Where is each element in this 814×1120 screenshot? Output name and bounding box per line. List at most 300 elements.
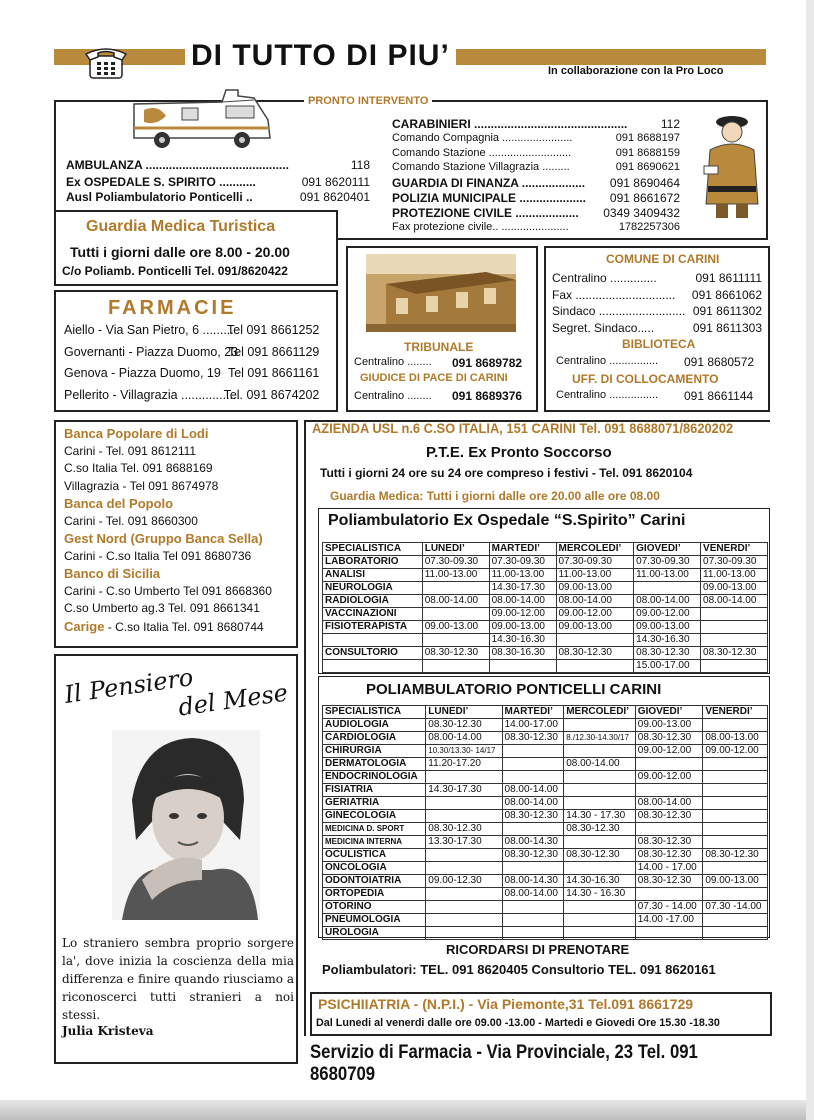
banca-line: - C.so Italia Tel. 091 8680744 [104, 619, 264, 634]
schedule-cell: 08.30-12.30 [422, 647, 489, 660]
comune-value: 091 8611303 [692, 320, 762, 335]
schedule-cell [703, 888, 768, 901]
schedule-cell: 09.00-13.00 [556, 582, 634, 595]
comune-row [552, 321, 762, 335]
banca-title: Banco di Sicilia [64, 566, 161, 581]
schedule-cell [556, 634, 634, 647]
schedule-cell: 08.30-12.30 [635, 732, 703, 745]
table-row [323, 836, 768, 849]
psichiatria-line: Dal Lunedi al venerdi dalle ore 09.00 -13.00 - Martedi e Giovedi Ore 15.30 -18.30 [316, 1017, 720, 1029]
table-row [323, 732, 768, 745]
pronto-right-row [392, 161, 680, 173]
schedule-cell: 08.30-16.30 [489, 647, 556, 660]
pronto-right-row [392, 206, 680, 220]
schedule-cell: 09.00-12.00 [556, 608, 634, 621]
schedule-cell [426, 771, 502, 784]
specialty-cell: CONSULTORIO [323, 647, 423, 660]
schedule-cell: 09.00-12.00 [635, 771, 703, 784]
table-row [323, 849, 768, 862]
schedule-cell: 11.00-13.00 [422, 569, 489, 582]
specialty-cell [323, 634, 423, 647]
schedule-cell: 09.00-12.30 [426, 875, 502, 888]
table-row [323, 621, 768, 634]
comune-label: Sindaco .......................... [552, 304, 686, 318]
prenotare-title: RICORDARSI DI PRENOTARE [446, 942, 630, 957]
pronto-right-row [392, 132, 680, 144]
farmacie-title: FARMACIE [108, 297, 237, 319]
schedule-cell [703, 927, 768, 940]
collocamento-value: 091 8661144 [684, 389, 754, 403]
table-row [323, 927, 768, 940]
tribunale-centralino-value: 091 8689782 [452, 356, 523, 370]
pronto-right-value: 0349 3409432 [603, 205, 680, 220]
table-row [323, 660, 768, 673]
pronto-right-label: GUARDIA DI FINANZA ................... [392, 176, 586, 191]
schedule-cell: 08.30-12.30 [426, 719, 502, 732]
schedule-cell: 14.00 -17.00 [635, 914, 703, 927]
pronto-right-label: Comando Compagnia ....................... [392, 131, 573, 144]
table-header-cell: SPECIALISTICA [323, 706, 426, 719]
pronto-left-label: Ausl Poliambulatorio Ponticelli .. [66, 190, 253, 204]
banca-line: Villagrazia - Tel 091 8674978 [64, 478, 219, 493]
schedule-cell: 09.00-13.00 [701, 582, 768, 595]
page-subtitle: In collaborazione con la Pro Loco [548, 65, 724, 77]
giudice-centralino-value: 091 8689376 [452, 389, 523, 403]
pronto-right-label: Comando Stazione ........................... [392, 146, 572, 159]
schedule-cell: 11.00-13.00 [556, 569, 634, 582]
schedule-cell: 08.00-14.00 [502, 888, 564, 901]
guardia-turistica-title: Guardia Medica Turistica [86, 218, 276, 235]
pronto-left-value: 118 [350, 158, 370, 172]
psichiatria-title: PSICHIIATRIA - (N.P.I.) - Via Piemonte,31 Tel.091 8661729 [318, 996, 694, 1012]
schedule-cell: 07.30-09.30 [634, 556, 701, 569]
schedule-cell [564, 784, 636, 797]
schedule-cell: 07.30-09.30 [489, 556, 556, 569]
pronto-right-label: CARABINIERI .............................................. [392, 117, 628, 131]
schedule-cell [502, 771, 564, 784]
pronto-right-label: POLIZIA MUNICIPALE .................... [392, 191, 587, 205]
comune-row [552, 288, 762, 302]
specialty-cell: GERIATRIA [323, 797, 426, 810]
pronto-right-label: Comando Stazione Villagrazia ......... [392, 161, 570, 174]
farmacia-row [64, 344, 319, 359]
poli1-table [322, 542, 768, 673]
banca-line: Carini - Tel. 091 8660300 [64, 513, 198, 528]
schedule-cell: 08.30-12.30 [703, 849, 768, 862]
schedule-cell: 08.30-12.30 [426, 823, 502, 836]
table-row [323, 634, 768, 647]
pte-hours: Tutti i giorni 24 ore su 24 ore compreso i festivi - Tel. 091 8620104 [320, 466, 693, 480]
schedule-cell [703, 797, 768, 810]
kristeva-photo [112, 730, 260, 920]
schedule-cell: 14.30-16.30 [634, 634, 701, 647]
schedule-cell: 08.30-12.30 [564, 823, 636, 836]
schedule-cell: 08.00-14.00 [564, 758, 636, 771]
pronto-right-value: 112 [660, 117, 680, 131]
schedule-cell [426, 810, 502, 823]
specialty-cell: CHIRURGIA [323, 745, 426, 758]
banca-line: C.so Italia Tel. 091 8688169 [64, 461, 213, 475]
pronto-right-row [392, 176, 680, 190]
table-header-cell: MARTEDI’ [489, 543, 556, 556]
specialty-cell: CARDIOLOGIA [323, 732, 426, 745]
tribunale-building-image [366, 254, 516, 332]
schedule-cell [426, 927, 502, 940]
schedule-cell: 09.00-13.00 [703, 875, 768, 888]
specialty-cell: ODONTOIATRIA [323, 875, 426, 888]
schedule-cell [703, 862, 768, 875]
schedule-cell: 07.30-09.30 [422, 556, 489, 569]
pronto-left-row [66, 175, 370, 189]
farmacia-name: Governanti - Piazza Duomo, 23 [64, 343, 239, 359]
specialty-cell: OCULISTICA [323, 849, 426, 862]
schedule-cell [422, 634, 489, 647]
biblioteca-value: 091 8680572 [684, 355, 755, 369]
farmacia-tel: Tel 091 8661129 [227, 343, 320, 359]
biblioteca-label: Centralino ................ [556, 355, 659, 367]
pronto-left-value: 091 8620401 [299, 190, 370, 204]
pronto-right-row [392, 221, 680, 233]
schedule-cell: 09.00-13.00 [634, 621, 701, 634]
azienda-title: AZIENDA USL n.6 C.SO ITALIA, 151 CARINI Tel. 091 8688071/8620202 [312, 420, 734, 436]
table-header-row [323, 543, 768, 556]
table-row [323, 901, 768, 914]
table-row [323, 556, 768, 569]
table-header-cell: LUNEDI’ [426, 706, 502, 719]
pronto-right-label: PROTEZIONE CIVILE ................... [392, 205, 579, 220]
specialty-cell: LABORATORIO [323, 556, 423, 569]
table-row [323, 758, 768, 771]
table-header-cell: SPECIALISTICA [323, 543, 423, 556]
prenotare-line: Poliambulatori: TEL. 091 8620405 Consultorio TEL. 091 8620161 [322, 962, 716, 977]
pensiero-quote: Lo straniero sembra proprio sorgere la', dove inizia la coscienza della mia differenza e finire quando riusciamo a riconoscerci tutti stranieri a noi stessi. [62, 936, 294, 1022]
schedule-cell [502, 914, 564, 927]
schedule-cell [564, 862, 636, 875]
pronto-left-row [66, 190, 370, 204]
specialty-cell: GINECOLOGIA [323, 810, 426, 823]
tribunale-title: TRIBUNALE [404, 340, 474, 354]
table-row [323, 647, 768, 660]
schedule-cell: 14.00 - 17.00 [635, 862, 703, 875]
schedule-cell [422, 582, 489, 595]
schedule-cell: 08.00-14.00 [489, 595, 556, 608]
giudice-centralino-label: Centralino ........ [354, 390, 432, 402]
guardia-turistica-address: C/o Poliamb. Ponticelli Tel. 091/8620422 [62, 264, 288, 278]
farmacia-name: Pellerito - Villagrazia ................. [64, 386, 240, 402]
table-header-cell: MERCOLEDI’ [556, 543, 634, 556]
guardia-turistica-hours: Tutti i giorni dalle ore 8.00 - 20.00 [70, 244, 290, 260]
specialty-cell: MEDICINA D. SPORT [323, 823, 426, 836]
comune-title: COMUNE DI CARINI [606, 252, 720, 266]
schedule-cell: 08.00-13.00 [703, 732, 768, 745]
schedule-cell [703, 836, 768, 849]
table-row [323, 569, 768, 582]
schedule-cell: 14.30-16.30 [564, 875, 636, 888]
table-header-cell: LUNEDI’ [422, 543, 489, 556]
specialty-cell: ORTOPEDIA [323, 888, 426, 901]
schedule-cell: 08.00-14.00 [556, 595, 634, 608]
schedule-cell [426, 914, 502, 927]
schedule-cell: 10.30/13.30- 14/17 [426, 745, 502, 758]
collocamento-title: UFF. DI COLLOCAMENTO [572, 372, 719, 386]
schedule-cell: 11.00-13.00 [489, 569, 556, 582]
schedule-cell [502, 758, 564, 771]
table-row [323, 914, 768, 927]
table-row [323, 888, 768, 901]
schedule-cell: 08.30-12.30 [564, 849, 636, 862]
schedule-cell [634, 582, 701, 595]
pronto-right-value: 091 8690621 [615, 161, 680, 174]
table-header-cell: GIOVEDI’ [635, 706, 703, 719]
schedule-cell [635, 823, 703, 836]
schedule-cell: 07.30 - 14.00 [635, 901, 703, 914]
schedule-cell: 08.30-12.30 [635, 810, 703, 823]
schedule-cell [426, 901, 502, 914]
schedule-cell: 09.00-12.00 [489, 608, 556, 621]
table-header-cell: MERCOLEDI’ [564, 706, 636, 719]
schedule-cell: 11.00-13.00 [634, 569, 701, 582]
table-row [323, 875, 768, 888]
schedule-cell [703, 784, 768, 797]
comune-value: 091 8661062 [691, 287, 762, 302]
biblioteca-title: BIBLIOTECA [622, 337, 696, 351]
pronto-right-value: 091 8690464 [609, 176, 680, 191]
schedule-cell [564, 914, 636, 927]
schedule-cell: 07.30 -14.00 [703, 901, 768, 914]
pronto-right-value: 091 8661672 [609, 191, 680, 205]
poli2-table [322, 705, 768, 940]
specialty-cell: FISIATRIA [323, 784, 426, 797]
specialty-cell: FISIOTERAPISTA [323, 621, 423, 634]
schedule-cell: 08.30-12.30 [502, 732, 564, 745]
schedule-cell [426, 862, 502, 875]
schedule-cell [564, 836, 636, 849]
pronto-right-value: 091 8688197 [615, 131, 680, 144]
schedule-cell [564, 797, 636, 810]
schedule-cell: 09.00-13.00 [635, 719, 703, 732]
schedule-cell: 09.00-12.00 [635, 745, 703, 758]
farmacia-tel: Tel 091 8661252 [227, 322, 320, 337]
farmacia-tel: Tel. 091 8674202 [223, 386, 320, 402]
schedule-cell [703, 823, 768, 836]
page-bottom-edge [0, 1100, 814, 1120]
schedule-cell [502, 862, 564, 875]
specialty-cell: AUDIOLOGIA [323, 719, 426, 732]
table-row [323, 745, 768, 758]
banca-title: Banca Popolare di Lodi [64, 426, 209, 441]
pronto-left-value: 091 8620111 [301, 175, 370, 189]
giudice-title: GIUDICE DI PACE DI CARINI [360, 372, 508, 384]
schedule-cell [502, 927, 564, 940]
schedule-cell [635, 927, 703, 940]
schedule-cell: 11.20-17.20 [426, 758, 502, 771]
schedule-cell: 08.30-12.30 [635, 875, 703, 888]
table-row [323, 595, 768, 608]
schedule-cell [556, 660, 634, 673]
table-header-cell: VENERDI’ [703, 706, 768, 719]
pronto-right-row [392, 191, 680, 205]
specialty-cell: OTORINO [323, 901, 426, 914]
pronto-left-label: Ex OSPEDALE S. SPIRITO ........... [66, 175, 256, 189]
schedule-cell [426, 849, 502, 862]
schedule-cell: 14.30-16.30 [489, 634, 556, 647]
schedule-cell: 14.00-17.00 [502, 719, 564, 732]
schedule-cell [701, 621, 768, 634]
schedule-cell [422, 608, 489, 621]
banca-line: C.so Umberto ag.3 Tel. 091 8661341 [64, 601, 260, 615]
banca-title: Banca del Popolo [64, 496, 174, 511]
table-row [323, 582, 768, 595]
schedule-cell: 09.00-13.00 [489, 621, 556, 634]
pronto-right-row [392, 117, 680, 131]
schedule-cell: 08.00-14.00 [502, 797, 564, 810]
schedule-cell: 13.30-17.30 [426, 836, 502, 849]
schedule-cell: 08.00-14.00 [426, 732, 502, 745]
pronto-title: PRONTO INTERVENTO [304, 95, 432, 107]
schedule-cell: 08.00-14.00 [634, 595, 701, 608]
farmacia-row [64, 387, 319, 402]
pronto-right-label: Fax protezione civile.. ...................... [392, 220, 569, 233]
schedule-cell [422, 660, 489, 673]
specialty-cell: ANALISI [323, 569, 423, 582]
schedule-cell: 08.30-12.30 [634, 647, 701, 660]
table-row [323, 810, 768, 823]
tribunale-centralino-label: Centralino ........ [354, 356, 432, 368]
schedule-cell: 8./12.30-14.30/17 [564, 732, 636, 745]
table-header-row [323, 706, 768, 719]
schedule-cell [564, 745, 636, 758]
schedule-cell: 08.00-14.30 [502, 875, 564, 888]
phone-icon [84, 44, 128, 80]
banca-line: Carini - C.so Italia Tel 091 8680736 [64, 548, 252, 563]
schedule-cell: 08.30-12.30 [502, 810, 564, 823]
schedule-cell [703, 719, 768, 732]
specialty-cell: DERMATOLOGIA [323, 758, 426, 771]
guardia-medica-hours: Guardia Medica: Tutti i giorni dalle ore 20.00 alle ore 08.00 [330, 489, 660, 503]
schedule-cell: 08.30-12.30 [635, 849, 703, 862]
pensiero-author: Julia Kristeva [62, 1024, 154, 1038]
table-row [323, 862, 768, 875]
schedule-cell [426, 797, 502, 810]
schedule-cell [701, 660, 768, 673]
pronto-left-label: AMBULANZA ........................................... [66, 158, 289, 172]
banca-line: Carini - Tel. 091 8612111 [64, 443, 197, 458]
comune-value: 091 8611302 [692, 304, 762, 318]
table-header-cell: MARTEDI’ [502, 706, 564, 719]
specialty-cell: RADIOLOGIA [323, 595, 423, 608]
table-row [323, 771, 768, 784]
farmacia-name: Aiello - Via San Pietro, 6 ......... [64, 322, 234, 337]
banca-line: Carini - C.so Umberto Tel 091 8668360 [64, 583, 272, 598]
schedule-cell [701, 634, 768, 647]
schedule-cell [489, 660, 556, 673]
comune-value: 091 8611111 [695, 271, 762, 285]
schedule-cell [564, 927, 636, 940]
schedule-cell [703, 810, 768, 823]
schedule-cell: 09.00-12.00 [634, 608, 701, 621]
farmacia-name: Genova - Piazza Duomo, 19 [64, 365, 221, 380]
pensiero-title-2: del Mese [176, 678, 290, 722]
schedule-cell: 09.00-13.00 [422, 621, 489, 634]
specialty-cell: VACCINAZIONI [323, 608, 423, 621]
schedule-cell: 14.30 - 16.30 [564, 888, 636, 901]
page-right-edge [806, 0, 814, 1120]
poli2-title: POLIAMBULATORIO PONTICELLI CARINI [366, 681, 662, 698]
specialty-cell: NEUROLOGIA [323, 582, 423, 595]
specialty-cell: MEDICINA INTERNA [323, 836, 426, 849]
schedule-cell [426, 888, 502, 901]
schedule-cell [703, 914, 768, 927]
table-header-cell: VENERDI’ [701, 543, 768, 556]
carabiniere-icon [696, 108, 768, 220]
pte-title: P.T.E. Ex Pronto Soccorso [426, 444, 612, 461]
comune-row [552, 271, 762, 285]
schedule-cell [502, 823, 564, 836]
schedule-cell [564, 719, 636, 732]
specialty-cell [323, 660, 423, 673]
schedule-cell: 08.00-14.00 [502, 784, 564, 797]
schedule-cell: 14.30 - 17.30 [564, 810, 636, 823]
schedule-cell: 11.00-13.00 [701, 569, 768, 582]
specialty-cell: ENDOCRINOLOGIA [323, 771, 426, 784]
farmacia-tel: Tel 091 8661161 [227, 365, 320, 380]
table-row [323, 784, 768, 797]
specialty-cell: ONCOLOGIA [323, 862, 426, 875]
pronto-right-value: 091 8688159 [615, 146, 680, 159]
schedule-cell [635, 784, 703, 797]
schedule-cell: 08.00-14.00 [701, 595, 768, 608]
comune-label: Centralino .............. [552, 271, 657, 285]
poli1-title: Poliambulatorio Ex Ospedale “S.Spirito” Carini [328, 512, 686, 529]
schedule-cell: 08.00-14.00 [422, 595, 489, 608]
schedule-cell: 08.30-12.30 [701, 647, 768, 660]
schedule-cell: 08.00-14.00 [635, 797, 703, 810]
specialty-cell: PNEUMOLOGIA [323, 914, 426, 927]
schedule-cell: 09.00-13.00 [556, 621, 634, 634]
schedule-cell: 07.30-09.30 [556, 556, 634, 569]
comune-label: Segret. Sindaco..... [552, 320, 655, 335]
pronto-right-row [392, 147, 680, 159]
schedule-cell [703, 758, 768, 771]
table-row [323, 823, 768, 836]
farmacia-row [64, 365, 319, 380]
schedule-cell: 08.30-12.30 [556, 647, 634, 660]
schedule-cell: 14.30-17.30 [426, 784, 502, 797]
pronto-left-row [66, 158, 370, 172]
table-row [323, 797, 768, 810]
schedule-cell [502, 745, 564, 758]
table-row [323, 719, 768, 732]
pensiero-title-1: Il Pensiero [62, 663, 195, 709]
schedule-cell [635, 888, 703, 901]
schedule-cell: 08.00-14.30 [502, 836, 564, 849]
schedule-cell: 08.30-12.30 [502, 849, 564, 862]
servizio-farmacia: Servizio di Farmacia - Via Provinciale, 23 Tel. 091 8680709 [310, 1042, 698, 1085]
schedule-cell [564, 901, 636, 914]
page-title: DI TUTTO DI PIU’ [185, 40, 456, 72]
schedule-cell [703, 771, 768, 784]
schedule-cell [701, 608, 768, 621]
collocamento-label: Centralino ................ [556, 389, 659, 401]
schedule-cell: 07.30-09.30 [701, 556, 768, 569]
schedule-cell [564, 771, 636, 784]
comune-row [552, 304, 762, 318]
comune-label: Fax .............................. [552, 287, 676, 302]
banca-title: Carige [64, 618, 105, 634]
specialty-cell: UROLOGIA [323, 927, 426, 940]
schedule-cell [635, 758, 703, 771]
table-header-cell: GIOVEDI’ [634, 543, 701, 556]
